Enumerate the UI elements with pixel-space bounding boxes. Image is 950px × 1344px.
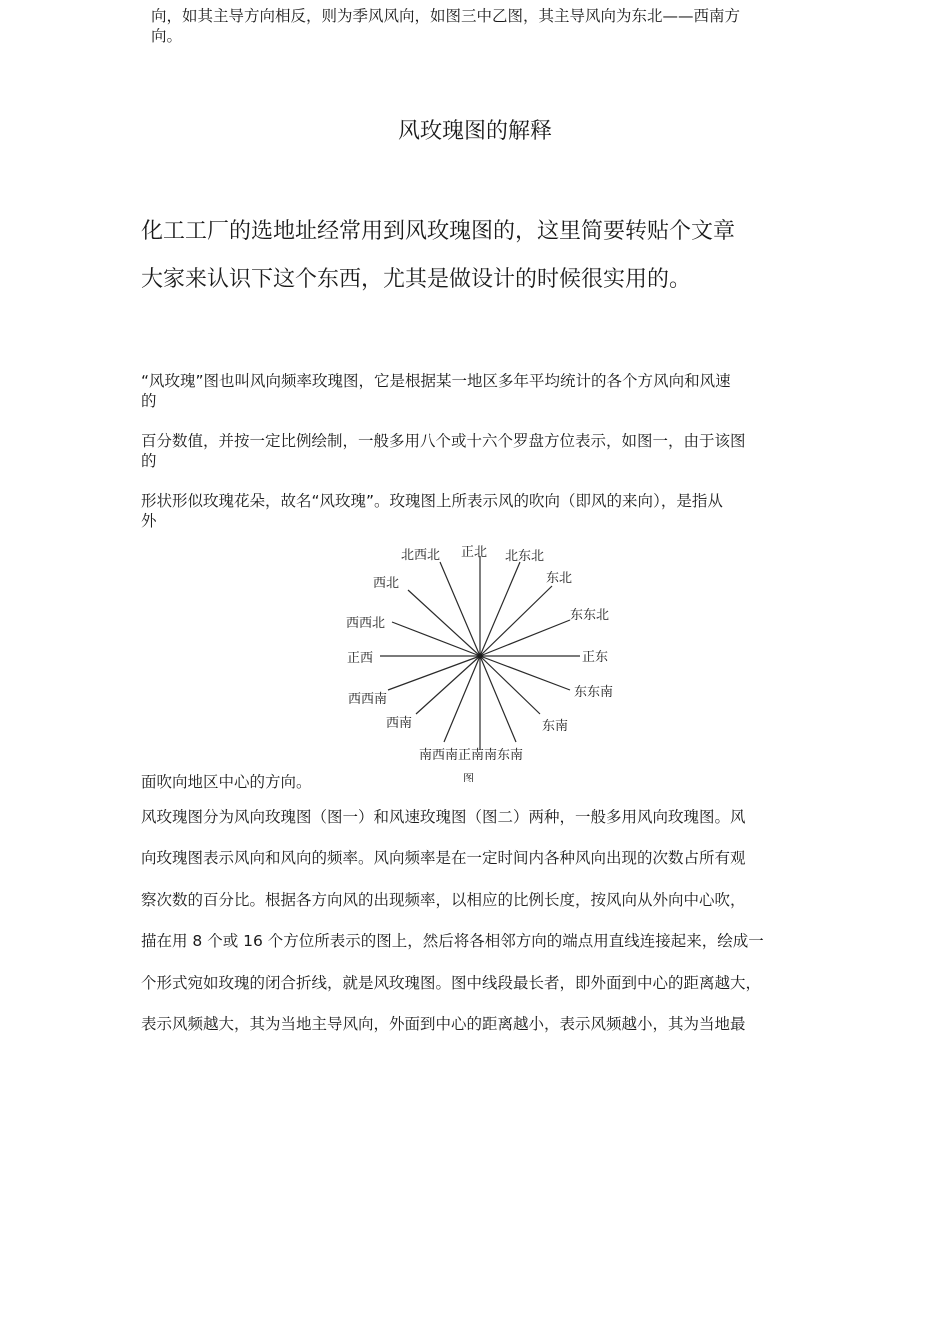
ray-nnw	[440, 562, 480, 656]
figure-caption: 图	[463, 773, 474, 782]
body-line-2: 向玫瑰图表示风向和风向的频率。风向频率是在一定时间内各种风向出现的次数占所有观	[141, 849, 746, 867]
label-wsw: 西西南	[348, 692, 388, 707]
lead-line-2: 大家来认识下这个东西，尤其是做设计的时候很实用的。	[141, 267, 692, 292]
label-nnw: 北西北	[401, 548, 441, 563]
ray-ssw	[444, 656, 480, 742]
body-line-4: 描在用 8 个或 16 个方位所表示的图上，然后将各相邻方向的端点用直线连接起来，绘成一	[141, 932, 764, 950]
body-line-5: 个形式宛如玫瑰的闭合折线，就是风玫瑰图。图中线段最长者，即外面到中心的距离越大，	[141, 974, 762, 992]
ray-wsw	[388, 656, 480, 690]
label-ese: 东东南	[574, 685, 614, 700]
label-sw: 西南	[386, 716, 413, 731]
ray-sw	[416, 656, 480, 714]
ray-se	[480, 656, 540, 714]
definition-line-1a: “风玫瑰”图也叫风向频率玫瑰图，它是根据某一地区多年平均统计的各个方风向和风速	[141, 372, 731, 390]
body-line-1: 风玫瑰图分为风向玫瑰图（图一）和风速玫瑰图（图二）两种，一般多用风向玫瑰图。风	[141, 808, 746, 826]
wind-compass-figure	[330, 538, 630, 760]
body-line-3: 察次数的百分比。根据各方向风的出现频率，以相应的比例长度，按风向从外向中心吹，	[141, 891, 746, 909]
definition-line-2a: 百分数值，并按一定比例绘制，一般多用八个或十六个罗盘方位表示，如图一，由于该图	[141, 432, 746, 450]
label-e: 正东	[582, 650, 609, 665]
intro-line-2: 向。	[151, 27, 183, 45]
label-n: 正北	[461, 545, 488, 560]
body-line-6: 表示风频越大，其为当地主导风向，外面到中心的距离越小，表示风频越小，其为当地最	[141, 1015, 746, 1033]
ray-ese	[480, 656, 570, 690]
label-nne: 北东北	[505, 549, 545, 564]
after-figure-text: 面吹向地区中心的方向。	[141, 773, 312, 791]
lead-line-1: 化工工厂的选地址经常用到风玫瑰图的，这里简要转贴个文章	[141, 219, 736, 244]
label-ne: 东北	[546, 571, 573, 586]
section-title: 风玫瑰图的解释	[397, 119, 552, 144]
definition-line-3b: 外	[141, 512, 157, 530]
label-wnw: 西西北	[346, 616, 386, 631]
label-w: 正西	[347, 651, 374, 666]
definition-line-3a: 形状形似玫瑰花朵，故名“风玫瑰”。玫瑰图上所表示风的吹向（即风的来向），是指从	[141, 492, 723, 510]
compass-center	[478, 654, 483, 659]
label-bottom: 南西南正南南东南	[419, 748, 524, 760]
ray-wnw	[392, 622, 480, 656]
ray-sse	[480, 656, 516, 742]
ray-nw	[408, 590, 480, 656]
label-nw: 西北	[373, 576, 400, 591]
ray-ne	[480, 586, 552, 656]
intro-line-1: 向，如其主导方向相反，则为季风风向，如图三中乙图，其主导风向为东北——西南方	[151, 7, 741, 25]
label-ene: 东东北	[570, 608, 610, 623]
definition-line-1b: 的	[141, 392, 157, 410]
definition-line-2b: 的	[141, 452, 157, 470]
label-se: 东南	[542, 719, 569, 734]
